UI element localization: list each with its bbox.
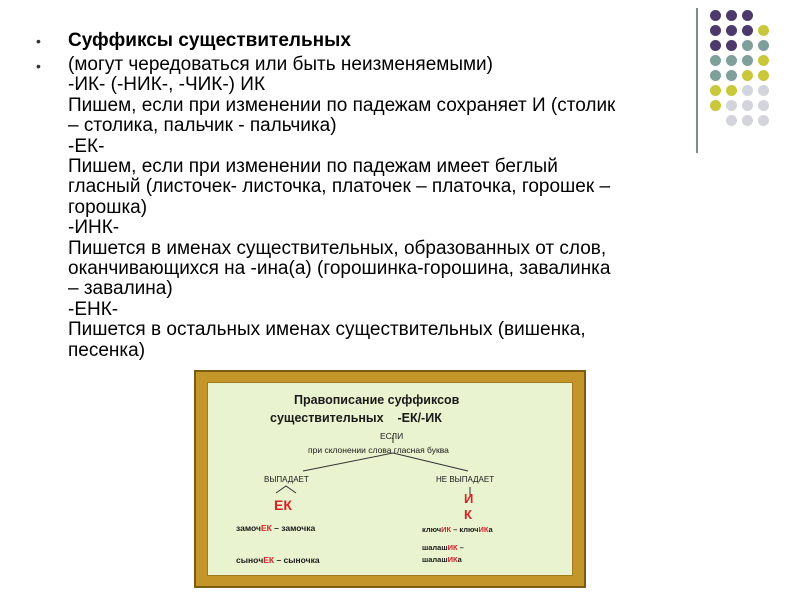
body-line: -ИК- (-НИК-, -ЧИК-) ИК	[68, 74, 266, 96]
decorative-dot	[726, 10, 737, 21]
board-right-suffix-2: К	[464, 507, 472, 522]
bullet-body	[36, 55, 716, 361]
board-example-left-1: замочЕК – замочка	[236, 523, 316, 533]
decorative-dot	[726, 55, 737, 66]
body-line: гласный (листочек- листочка, платочек – платочка, горошек –	[68, 176, 611, 198]
decorative-dot	[742, 115, 753, 126]
decorative-dot	[742, 40, 753, 51]
chalkboard-surface	[207, 382, 573, 576]
decorative-dot	[742, 85, 753, 96]
decorative-dot	[758, 115, 769, 126]
board-left-suffix: ЕК	[274, 497, 292, 513]
decorative-dot	[726, 40, 737, 51]
body-line: – завалина)	[68, 278, 173, 300]
decorative-dot	[758, 40, 769, 51]
decorative-dot	[726, 85, 737, 96]
body-line: песенка)	[68, 339, 146, 361]
decorative-dot	[742, 100, 753, 111]
board-left-branch: ВЫПАДАЕТ	[264, 475, 309, 484]
board-example-left-2: сынoчЕК – сыночка	[236, 555, 320, 565]
board-example-right-2: шалашИК –	[422, 543, 464, 552]
decorative-dot	[742, 55, 753, 66]
board-condition: при склонении слова гласная буква	[308, 445, 449, 455]
decorative-dot	[758, 70, 769, 81]
decorative-dot	[758, 100, 769, 111]
decorative-dot	[758, 55, 769, 66]
board-title-line2: существительных -ЕК/-ИК	[270, 411, 442, 425]
board-right-suffix-1: И	[464, 491, 474, 506]
body-line: Пишем, если при изменении по падежам имеет беглый	[68, 156, 558, 178]
bullet-icon: •	[36, 58, 41, 74]
body-line: Пишется в именах существительных, образованных от слов,	[68, 237, 607, 259]
slide-title: Суффиксы существительных	[68, 30, 351, 51]
decorative-dot	[742, 10, 753, 21]
body-line: Пишем, если при изменении по падежам сохраняет И (столик	[68, 94, 616, 116]
body-line: Пишется в остальных именах существительных (вишенка,	[68, 319, 586, 341]
body-line: -ИНК-	[68, 217, 120, 239]
board-title-line1: Правописание суффиксов	[294, 393, 460, 407]
board-example-right-1: ключИК – ключИКа	[422, 525, 493, 534]
board-if: ЕСЛИ	[380, 431, 404, 441]
body-line: -ЕК-	[68, 135, 105, 157]
bullet-title	[36, 30, 716, 52]
decorative-dot-grid	[710, 10, 790, 130]
decorative-dot	[710, 10, 721, 21]
decorative-dot	[726, 70, 737, 81]
body-line: (могут чередоваться или быть неизменяемыми)	[68, 54, 493, 75]
chalkboard-image	[194, 370, 586, 588]
body-line: горошка)	[68, 196, 148, 218]
decorative-dot	[758, 25, 769, 36]
decorative-dot	[726, 115, 737, 126]
bullet-icon: •	[36, 33, 41, 49]
decorative-dot	[742, 70, 753, 81]
decorative-dot	[742, 25, 753, 36]
body-line: -ЕНК-	[68, 298, 119, 320]
board-right-branch: НЕ ВЫПАДАЕТ	[436, 475, 495, 484]
slide-bullets	[36, 30, 716, 361]
decorative-dot	[758, 85, 769, 96]
board-example-right-3: шалашИКа	[422, 555, 462, 564]
decorative-dot	[726, 100, 737, 111]
decorative-dot	[726, 25, 737, 36]
body-line: оканчивающихся на -ина(а) (горошинка-горошина, завалинка	[68, 258, 611, 280]
body-line: – столика, пальчик - пальчика)	[68, 115, 337, 137]
